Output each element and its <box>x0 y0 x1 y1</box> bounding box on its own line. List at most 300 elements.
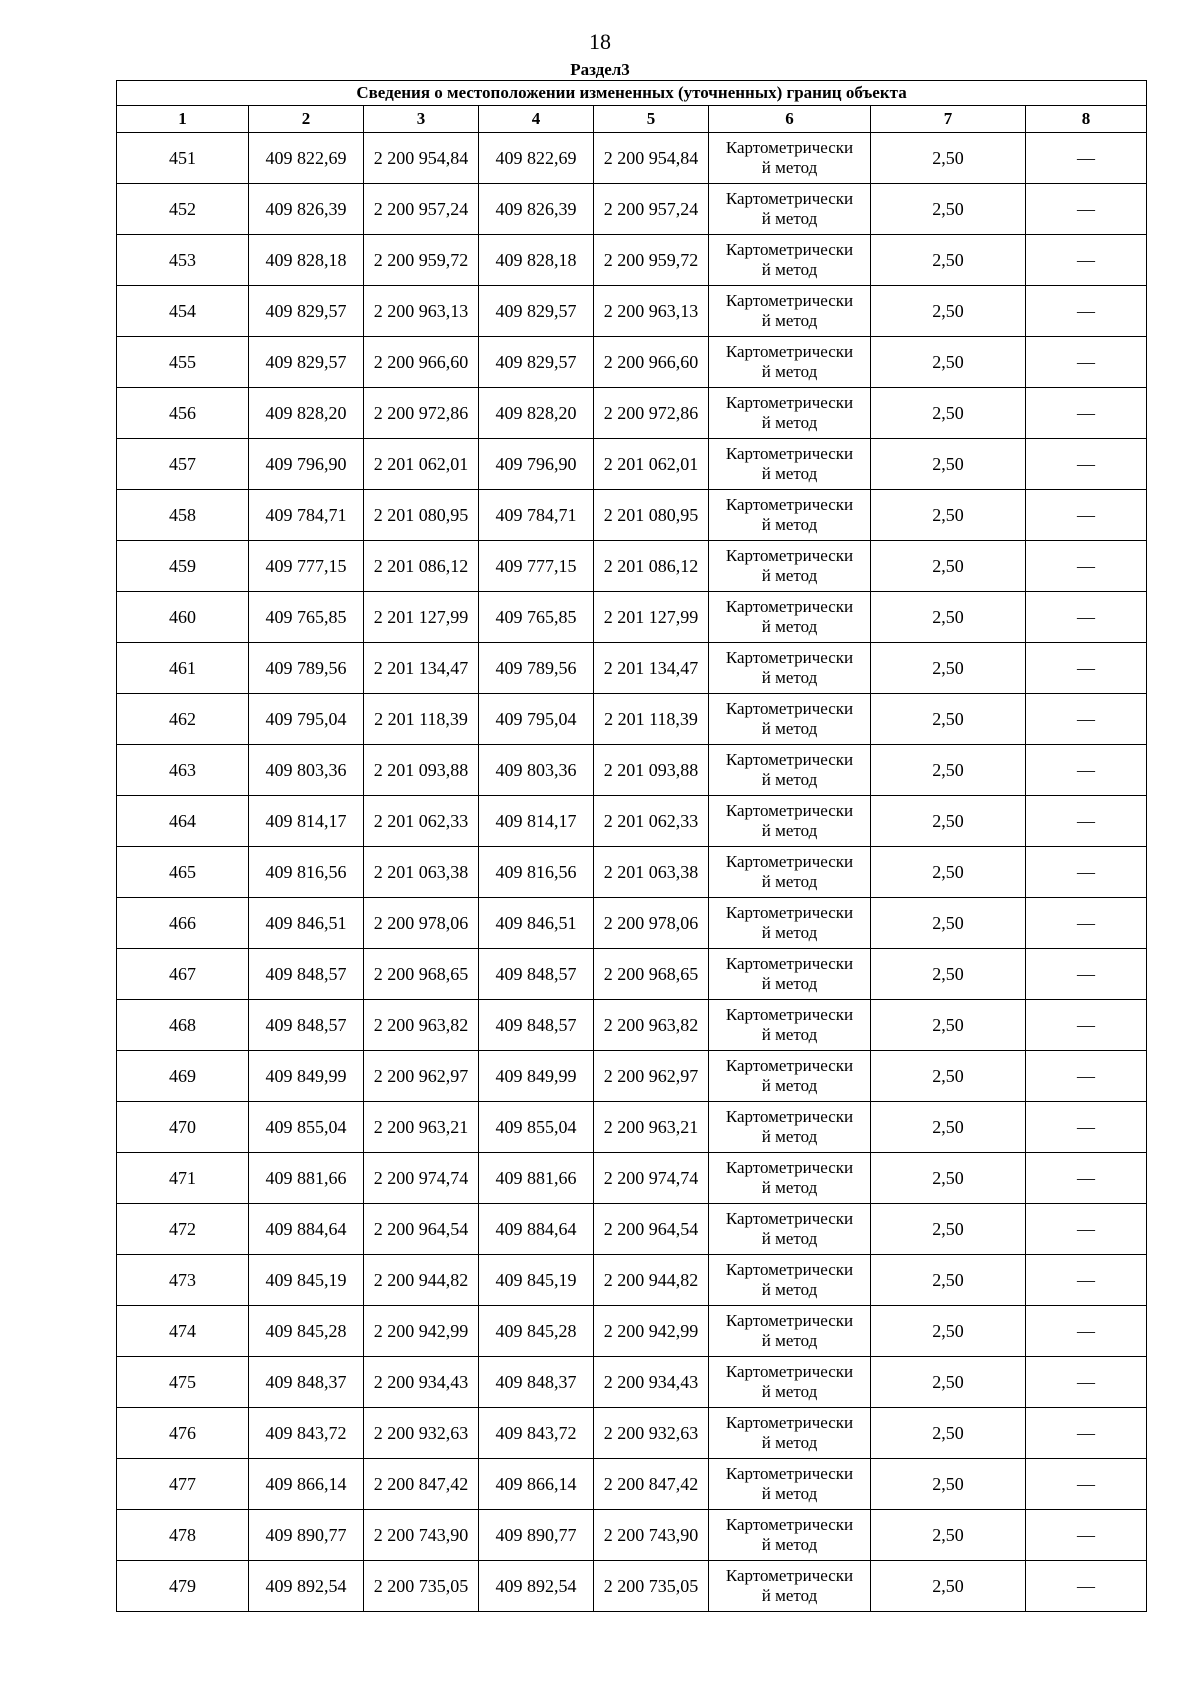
table-row <box>117 1357 1147 1408</box>
method-text-line1: Картометрически <box>725 189 854 208</box>
y-refined-cell: 2 200 743,90 <box>594 1510 709 1561</box>
table-caption: Сведения о местоположении измененных (уточненных) границ объекта <box>117 81 1147 106</box>
x-existing-cell: 409 816,56 <box>249 847 364 898</box>
x-existing-cell: 409 765,85 <box>249 592 364 643</box>
x-existing-cell: 409 848,37 <box>249 1357 364 1408</box>
y-existing-cell: 2 200 847,42 <box>364 1459 479 1510</box>
x-existing-cell: 409 849,99 <box>249 1051 364 1102</box>
coordinates-table <box>116 80 1147 1612</box>
accuracy-cell: 2,50 <box>871 541 1026 592</box>
method-text-line2: й метод <box>761 158 818 177</box>
point-number-cell: 474 <box>117 1306 249 1357</box>
y-existing-cell: 2 200 934,43 <box>364 1357 479 1408</box>
method-text-line2: й метод <box>761 1178 818 1197</box>
method-text-line2: й метод <box>761 515 818 534</box>
y-existing-cell: 2 201 062,01 <box>364 439 479 490</box>
description-cell: — <box>1026 1255 1147 1306</box>
y-refined-cell: 2 200 966,60 <box>594 337 709 388</box>
x-existing-cell: 409 829,57 <box>249 286 364 337</box>
y-existing-cell: 2 200 964,54 <box>364 1204 479 1255</box>
x-refined-cell: 409 828,20 <box>479 388 594 439</box>
table-row <box>117 1408 1147 1459</box>
method-cell <box>709 949 871 1000</box>
point-number-cell: 451 <box>117 133 249 184</box>
x-refined-cell: 409 826,39 <box>479 184 594 235</box>
method-text-line1: Картометрически <box>725 903 854 922</box>
table-row <box>117 184 1147 235</box>
y-existing-cell: 2 200 966,60 <box>364 337 479 388</box>
y-existing-cell: 2 200 954,84 <box>364 133 479 184</box>
column-number: 6 <box>709 106 871 133</box>
method-cell <box>709 1306 871 1357</box>
description-cell: — <box>1026 541 1147 592</box>
x-existing-cell: 409 784,71 <box>249 490 364 541</box>
x-refined-cell: 409 855,04 <box>479 1102 594 1153</box>
y-refined-cell: 2 200 954,84 <box>594 133 709 184</box>
description-cell: — <box>1026 1408 1147 1459</box>
x-existing-cell: 409 892,54 <box>249 1561 364 1612</box>
y-refined-cell: 2 201 086,12 <box>594 541 709 592</box>
x-refined-cell: 409 822,69 <box>479 133 594 184</box>
x-existing-cell: 409 866,14 <box>249 1459 364 1510</box>
point-number-cell: 464 <box>117 796 249 847</box>
y-existing-cell: 2 201 080,95 <box>364 490 479 541</box>
column-number: 2 <box>249 106 364 133</box>
method-cell <box>709 1000 871 1051</box>
table-row <box>117 439 1147 490</box>
method-cell <box>709 286 871 337</box>
description-cell: — <box>1026 949 1147 1000</box>
method-text-line2: й метод <box>761 770 818 789</box>
y-refined-cell: 2 200 942,99 <box>594 1306 709 1357</box>
accuracy-cell: 2,50 <box>871 337 1026 388</box>
point-number-cell: 463 <box>117 745 249 796</box>
x-refined-cell: 409 848,57 <box>479 1000 594 1051</box>
method-text-line2: й метод <box>761 464 818 483</box>
point-number-cell: 475 <box>117 1357 249 1408</box>
method-text-line2: й метод <box>761 1535 818 1554</box>
accuracy-cell: 2,50 <box>871 1510 1026 1561</box>
table-row <box>117 898 1147 949</box>
table-row <box>117 388 1147 439</box>
table-row <box>117 949 1147 1000</box>
x-existing-cell: 409 796,90 <box>249 439 364 490</box>
point-number-cell: 470 <box>117 1102 249 1153</box>
table-row <box>117 796 1147 847</box>
x-existing-cell: 409 828,18 <box>249 235 364 286</box>
x-refined-cell: 409 892,54 <box>479 1561 594 1612</box>
method-text-line2: й метод <box>761 923 818 942</box>
x-existing-cell: 409 789,56 <box>249 643 364 694</box>
y-existing-cell: 2 201 134,47 <box>364 643 479 694</box>
method-text-line1: Картометрически <box>725 291 854 310</box>
description-cell: — <box>1026 1357 1147 1408</box>
method-text-line1: Картометрически <box>725 1311 854 1330</box>
method-text-line1: Картометрически <box>725 393 854 412</box>
y-refined-cell: 2 200 934,43 <box>594 1357 709 1408</box>
y-existing-cell: 2 200 963,82 <box>364 1000 479 1051</box>
method-text-line1: Картометрически <box>725 750 854 769</box>
accuracy-cell: 2,50 <box>871 847 1026 898</box>
x-refined-cell: 409 784,71 <box>479 490 594 541</box>
method-cell <box>709 1255 871 1306</box>
accuracy-cell: 2,50 <box>871 1204 1026 1255</box>
x-refined-cell: 409 890,77 <box>479 1510 594 1561</box>
method-cell <box>709 1408 871 1459</box>
description-cell: — <box>1026 1102 1147 1153</box>
method-cell <box>709 592 871 643</box>
x-existing-cell: 409 848,57 <box>249 949 364 1000</box>
column-number: 8 <box>1026 106 1147 133</box>
table-row <box>117 235 1147 286</box>
x-refined-cell: 409 829,57 <box>479 286 594 337</box>
method-text-line1: Картометрически <box>725 1362 854 1381</box>
method-cell <box>709 1204 871 1255</box>
x-refined-cell: 409 846,51 <box>479 898 594 949</box>
y-refined-cell: 2 200 944,82 <box>594 1255 709 1306</box>
page-number: 18 <box>589 29 611 54</box>
accuracy-cell: 2,50 <box>871 949 1026 1000</box>
x-refined-cell: 409 796,90 <box>479 439 594 490</box>
y-refined-cell: 2 201 080,95 <box>594 490 709 541</box>
accuracy-cell: 2,50 <box>871 1357 1026 1408</box>
method-text-line1: Картометрически <box>725 597 854 616</box>
point-number-cell: 454 <box>117 286 249 337</box>
x-existing-cell: 409 814,17 <box>249 796 364 847</box>
x-refined-cell: 409 789,56 <box>479 643 594 694</box>
method-cell <box>709 847 871 898</box>
accuracy-cell: 2,50 <box>871 439 1026 490</box>
description-cell: — <box>1026 388 1147 439</box>
method-cell <box>709 1459 871 1510</box>
description-cell: — <box>1026 1459 1147 1510</box>
description-cell: — <box>1026 1510 1147 1561</box>
accuracy-cell: 2,50 <box>871 694 1026 745</box>
y-refined-cell: 2 200 978,06 <box>594 898 709 949</box>
point-number-cell: 473 <box>117 1255 249 1306</box>
y-refined-cell: 2 201 118,39 <box>594 694 709 745</box>
method-text-line1: Картометрически <box>725 138 854 157</box>
y-refined-cell: 2 200 959,72 <box>594 235 709 286</box>
table-row <box>117 745 1147 796</box>
y-refined-cell: 2 200 968,65 <box>594 949 709 1000</box>
table-row <box>117 1255 1147 1306</box>
x-refined-cell: 409 829,57 <box>479 337 594 388</box>
point-number-cell: 478 <box>117 1510 249 1561</box>
method-text-line2: й метод <box>761 1382 818 1401</box>
method-text-line2: й метод <box>761 311 818 330</box>
table-row <box>117 1306 1147 1357</box>
x-refined-cell: 409 845,19 <box>479 1255 594 1306</box>
y-refined-cell: 2 200 847,42 <box>594 1459 709 1510</box>
x-refined-cell: 409 881,66 <box>479 1153 594 1204</box>
point-number-cell: 456 <box>117 388 249 439</box>
x-refined-cell: 409 803,36 <box>479 745 594 796</box>
point-number-cell: 468 <box>117 1000 249 1051</box>
y-refined-cell: 2 200 932,63 <box>594 1408 709 1459</box>
method-text-line1: Картометрически <box>725 1413 854 1432</box>
accuracy-cell: 2,50 <box>871 745 1026 796</box>
accuracy-cell: 2,50 <box>871 184 1026 235</box>
description-cell: — <box>1026 847 1147 898</box>
section-title: Раздел3 <box>570 60 630 79</box>
accuracy-cell: 2,50 <box>871 898 1026 949</box>
x-refined-cell: 409 814,17 <box>479 796 594 847</box>
accuracy-cell: 2,50 <box>871 796 1026 847</box>
y-refined-cell: 2 200 963,82 <box>594 1000 709 1051</box>
table-row <box>117 1102 1147 1153</box>
description-cell: — <box>1026 643 1147 694</box>
table-row <box>117 337 1147 388</box>
y-refined-cell: 2 201 134,47 <box>594 643 709 694</box>
description-cell: — <box>1026 898 1147 949</box>
point-number-cell: 453 <box>117 235 249 286</box>
method-text-line2: й метод <box>761 566 818 585</box>
y-refined-cell: 2 201 063,38 <box>594 847 709 898</box>
accuracy-cell: 2,50 <box>871 133 1026 184</box>
column-number: 4 <box>479 106 594 133</box>
column-number: 5 <box>594 106 709 133</box>
x-existing-cell: 409 846,51 <box>249 898 364 949</box>
accuracy-cell: 2,50 <box>871 1000 1026 1051</box>
description-cell: — <box>1026 1306 1147 1357</box>
method-text-line1: Картометрически <box>725 852 854 871</box>
x-refined-cell: 409 884,64 <box>479 1204 594 1255</box>
description-cell: — <box>1026 1000 1147 1051</box>
method-text-line2: й метод <box>761 872 818 891</box>
x-existing-cell: 409 843,72 <box>249 1408 364 1459</box>
table-row <box>117 1153 1147 1204</box>
method-cell <box>709 1102 871 1153</box>
x-existing-cell: 409 826,39 <box>249 184 364 235</box>
x-existing-cell: 409 845,19 <box>249 1255 364 1306</box>
accuracy-cell: 2,50 <box>871 1459 1026 1510</box>
point-number-cell: 467 <box>117 949 249 1000</box>
method-text-line2: й метод <box>761 719 818 738</box>
x-refined-cell: 409 816,56 <box>479 847 594 898</box>
accuracy-cell: 2,50 <box>871 643 1026 694</box>
y-existing-cell: 2 201 127,99 <box>364 592 479 643</box>
method-text-line1: Картометрически <box>725 954 854 973</box>
x-existing-cell: 409 777,15 <box>249 541 364 592</box>
method-cell <box>709 541 871 592</box>
method-text-line1: Картометрически <box>725 546 854 565</box>
column-number: 3 <box>364 106 479 133</box>
y-existing-cell: 2 201 063,38 <box>364 847 479 898</box>
description-cell: — <box>1026 439 1147 490</box>
method-cell <box>709 490 871 541</box>
point-number-cell: 476 <box>117 1408 249 1459</box>
method-cell <box>709 133 871 184</box>
table-row <box>117 1510 1147 1561</box>
point-number-cell: 457 <box>117 439 249 490</box>
point-number-cell: 466 <box>117 898 249 949</box>
x-refined-cell: 409 843,72 <box>479 1408 594 1459</box>
description-cell: — <box>1026 133 1147 184</box>
method-cell <box>709 898 871 949</box>
x-existing-cell: 409 795,04 <box>249 694 364 745</box>
table-row <box>117 133 1147 184</box>
column-number: 1 <box>117 106 249 133</box>
method-text-line1: Картометрически <box>725 801 854 820</box>
point-number-cell: 469 <box>117 1051 249 1102</box>
method-cell <box>709 1357 871 1408</box>
point-number-cell: 465 <box>117 847 249 898</box>
y-refined-cell: 2 200 964,54 <box>594 1204 709 1255</box>
method-text-line2: й метод <box>761 1280 818 1299</box>
x-existing-cell: 409 881,66 <box>249 1153 364 1204</box>
method-text-line2: й метод <box>761 1433 818 1452</box>
y-refined-cell: 2 201 062,33 <box>594 796 709 847</box>
method-text-line1: Картометрически <box>725 1158 854 1177</box>
table-row <box>117 1000 1147 1051</box>
y-existing-cell: 2 200 963,21 <box>364 1102 479 1153</box>
method-cell <box>709 745 871 796</box>
method-text-line2: й метод <box>761 617 818 636</box>
method-cell <box>709 337 871 388</box>
accuracy-cell: 2,50 <box>871 1561 1026 1612</box>
accuracy-cell: 2,50 <box>871 1306 1026 1357</box>
description-cell: — <box>1026 694 1147 745</box>
y-existing-cell: 2 200 963,13 <box>364 286 479 337</box>
description-cell: — <box>1026 1051 1147 1102</box>
method-text-line2: й метод <box>761 1331 818 1350</box>
method-cell <box>709 1153 871 1204</box>
y-existing-cell: 2 201 086,12 <box>364 541 479 592</box>
table-row <box>117 847 1147 898</box>
column-number: 7 <box>871 106 1026 133</box>
accuracy-cell: 2,50 <box>871 286 1026 337</box>
description-cell: — <box>1026 184 1147 235</box>
point-number-cell: 477 <box>117 1459 249 1510</box>
x-existing-cell: 409 845,28 <box>249 1306 364 1357</box>
table-row <box>117 643 1147 694</box>
method-text-line2: й метод <box>761 974 818 993</box>
accuracy-cell: 2,50 <box>871 235 1026 286</box>
y-existing-cell: 2 200 942,99 <box>364 1306 479 1357</box>
point-number-cell: 460 <box>117 592 249 643</box>
method-text-line1: Картометрически <box>725 1566 854 1585</box>
method-text-line2: й метод <box>761 209 818 228</box>
method-cell <box>709 184 871 235</box>
y-existing-cell: 2 201 062,33 <box>364 796 479 847</box>
description-cell: — <box>1026 1153 1147 1204</box>
point-number-cell: 459 <box>117 541 249 592</box>
method-text-line1: Картометрически <box>725 1464 854 1483</box>
method-cell <box>709 439 871 490</box>
y-existing-cell: 2 200 944,82 <box>364 1255 479 1306</box>
method-cell <box>709 1561 871 1612</box>
description-cell: — <box>1026 337 1147 388</box>
y-existing-cell: 2 200 735,05 <box>364 1561 479 1612</box>
x-refined-cell: 409 765,85 <box>479 592 594 643</box>
x-refined-cell: 409 828,18 <box>479 235 594 286</box>
method-text-line2: й метод <box>761 668 818 687</box>
method-text-line2: й метод <box>761 1127 818 1146</box>
x-existing-cell: 409 828,20 <box>249 388 364 439</box>
x-refined-cell: 409 848,37 <box>479 1357 594 1408</box>
y-refined-cell: 2 200 972,86 <box>594 388 709 439</box>
y-refined-cell: 2 200 957,24 <box>594 184 709 235</box>
method-text-line1: Картометрически <box>725 495 854 514</box>
description-cell: — <box>1026 1204 1147 1255</box>
method-text-line1: Картометрически <box>725 1005 854 1024</box>
method-text-line2: й метод <box>761 1025 818 1044</box>
point-number-cell: 462 <box>117 694 249 745</box>
description-cell: — <box>1026 745 1147 796</box>
y-existing-cell: 2 200 968,65 <box>364 949 479 1000</box>
y-existing-cell: 2 200 962,97 <box>364 1051 479 1102</box>
accuracy-cell: 2,50 <box>871 592 1026 643</box>
x-existing-cell: 409 884,64 <box>249 1204 364 1255</box>
method-text-line1: Картометрически <box>725 342 854 361</box>
y-existing-cell: 2 200 932,63 <box>364 1408 479 1459</box>
description-cell: — <box>1026 235 1147 286</box>
x-refined-cell: 409 845,28 <box>479 1306 594 1357</box>
x-existing-cell: 409 848,57 <box>249 1000 364 1051</box>
accuracy-cell: 2,50 <box>871 1102 1026 1153</box>
y-refined-cell: 2 200 963,21 <box>594 1102 709 1153</box>
method-text-line2: й метод <box>761 362 818 381</box>
y-refined-cell: 2 200 974,74 <box>594 1153 709 1204</box>
method-text-line1: Картометрически <box>725 699 854 718</box>
method-cell <box>709 796 871 847</box>
method-cell <box>709 1510 871 1561</box>
table-row <box>117 490 1147 541</box>
table-row <box>117 541 1147 592</box>
table-body <box>117 133 1147 1612</box>
x-existing-cell: 409 829,57 <box>249 337 364 388</box>
point-number-cell: 452 <box>117 184 249 235</box>
x-existing-cell: 409 890,77 <box>249 1510 364 1561</box>
accuracy-cell: 2,50 <box>871 1051 1026 1102</box>
description-cell: — <box>1026 796 1147 847</box>
table-row <box>117 1051 1147 1102</box>
x-refined-cell: 409 848,57 <box>479 949 594 1000</box>
y-refined-cell: 2 201 062,01 <box>594 439 709 490</box>
point-number-cell: 471 <box>117 1153 249 1204</box>
column-number-row <box>117 106 1147 133</box>
method-text-line1: Картометрически <box>725 648 854 667</box>
method-text-line2: й метод <box>761 260 818 279</box>
description-cell: — <box>1026 490 1147 541</box>
x-refined-cell: 409 795,04 <box>479 694 594 745</box>
description-cell: — <box>1026 592 1147 643</box>
method-text-line1: Картометрически <box>725 240 854 259</box>
y-existing-cell: 2 201 118,39 <box>364 694 479 745</box>
accuracy-cell: 2,50 <box>871 490 1026 541</box>
y-refined-cell: 2 200 962,97 <box>594 1051 709 1102</box>
description-cell: — <box>1026 1561 1147 1612</box>
method-text-line1: Картометрически <box>725 1056 854 1075</box>
point-number-cell: 455 <box>117 337 249 388</box>
table-row <box>117 1459 1147 1510</box>
y-refined-cell: 2 201 127,99 <box>594 592 709 643</box>
method-cell <box>709 1051 871 1102</box>
point-number-cell: 458 <box>117 490 249 541</box>
method-cell <box>709 388 871 439</box>
method-text-line2: й метод <box>761 1586 818 1605</box>
table-row <box>117 1561 1147 1612</box>
method-cell <box>709 694 871 745</box>
method-text-line2: й метод <box>761 821 818 840</box>
point-number-cell: 479 <box>117 1561 249 1612</box>
method-text-line2: й метод <box>761 1229 818 1248</box>
y-existing-cell: 2 200 959,72 <box>364 235 479 286</box>
accuracy-cell: 2,50 <box>871 1255 1026 1306</box>
method-text-line2: й метод <box>761 1484 818 1503</box>
accuracy-cell: 2,50 <box>871 1408 1026 1459</box>
